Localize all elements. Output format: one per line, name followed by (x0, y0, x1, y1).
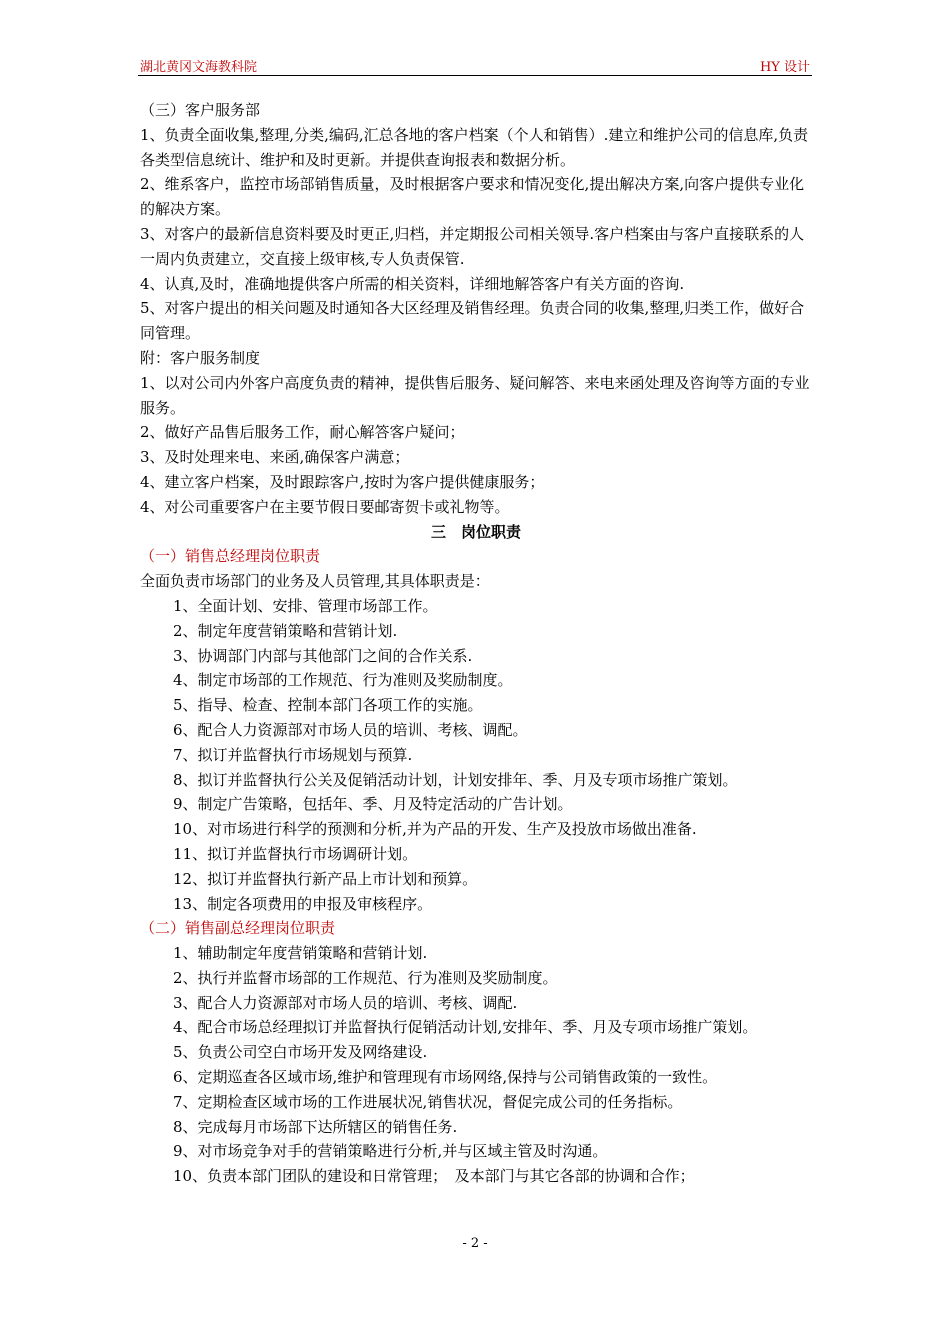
paragraph: 5、对客户提出的相关问题及时通知各大区经理及销售经理。负责合同的收集,整理,归类工作，做好合同管理。 (140, 299, 805, 343)
list-item: 6、定期巡查各区域市场,维护和管理现有市场网络,保持与公司销售政策的一致性。 (173, 1068, 718, 1087)
paragraph: 4、认真,及时，准确地提供客户所需的相关资料，详细地解答客户有关方面的咨询. (140, 274, 685, 293)
header-brand: HY 设计 (759, 60, 810, 75)
subsection-title: （一）销售总经理岗位职责 (140, 547, 321, 566)
list-item: 4、配合市场总经理拟订并监督执行促销活动计划,安排年、季、月及专项市场推广策划。 (173, 1018, 758, 1037)
list-item: 6、配合人力资源部对市场人员的培训、考核、调配。 (173, 720, 528, 739)
list-item: 5、指导、检查、控制本部门各项工作的实施。 (173, 696, 483, 715)
list-item: 1、全面计划、安排、管理市场部工作。 (173, 596, 438, 615)
list-item: 4、制定市场部的工作规范、行为准则及奖励制度。 (173, 671, 513, 690)
list-item: 10、对市场进行科学的预测和分析,并为产品的开发、生产及投放市场做出准备. (173, 820, 697, 839)
paragraph: 1、负责全面收集,整理,分类,编码,汇总各地的客户档案（个人和销售）.建立和维护公司的信息库,负责各类型信息统计、维护和及时更新。并提供查询报表和数据分析。 (140, 125, 809, 169)
list-item: 11、拟订并监督执行市场调研计划。 (173, 844, 418, 863)
header-org: 湖北黄冈文海教科院 (140, 60, 258, 75)
paragraph: 3、及时处理来电、来函,确保客户满意； (140, 448, 410, 467)
list-item: 3、配合人力资源部对市场人员的培训、考核、调配. (173, 993, 518, 1012)
section-title: （三）客户服务部 (140, 101, 261, 119)
chapter-heading: 三 岗位职责 (430, 522, 521, 541)
list-item: 9、制定广告策略，包括年、季、月及特定活动的广告计划。 (173, 795, 573, 814)
list-item: 2、执行并监督市场部的工作规范、行为准则及奖励制度。 (173, 968, 558, 987)
document-body (140, 98, 812, 1189)
paragraph: 全面负责市场部门的业务及人员管理,其具体职责是： (140, 572, 490, 591)
list-item: 3、协调部门内部与其他部门之间的合作关系. (173, 646, 473, 665)
page-header (138, 55, 812, 76)
list-item: 5、负责公司空白市场开发及网络建设. (173, 1043, 428, 1062)
paragraph: 2、维系客户，监控市场部销售质量，及时根据客户要求和情况变化,提出解决方案,向客户提供专业化的解决方案。 (140, 175, 805, 219)
list-item: 7、定期检查区域市场的工作进展状况,销售状况，督促完成公司的任务指标。 (173, 1092, 683, 1111)
list-item: 8、拟订并监督执行公关及促销活动计划，计划安排年、季、月及专项市场推广策划。 (173, 770, 738, 789)
list-item: 9、对市场竞争对手的营销策略进行分析,并与区域主管及时沟通。 (173, 1142, 608, 1161)
page-number: - 2 - (462, 1236, 488, 1251)
paragraph: 4、对公司重要客户在主要节假日要邮寄贺卡或礼物等。 (140, 497, 510, 516)
paragraph: 1、以对公司内外客户高度负责的精神，提供售后服务、疑问解答、来电来函处理及咨询等方面的专业服务。 (140, 373, 810, 417)
list-item: 2、制定年度营销策略和营销计划. (173, 621, 398, 640)
paragraph: 4、建立客户档案，及时跟踪客户,按时为客户提供健康服务； (140, 472, 545, 491)
paragraph: 2、做好产品售后服务工作，耐心解答客户疑问； (140, 423, 465, 442)
list-item: 13、制定各项费用的申报及审核程序。 (173, 894, 433, 913)
list-item: 8、完成每月市场部下达所辖区的销售任务. (173, 1117, 458, 1136)
paragraph: 3、对客户的最新信息资料要及时更正,归档，并定期报公司相关领导.客户档案由与客户直接联系的人一周内负责建立，交直接上级审核,专人负责保管. (140, 224, 805, 268)
list-item: 7、拟订并监督执行市场规划与预算. (173, 745, 413, 764)
list-item: 1、辅助制定年度营销策略和营销计划. (173, 944, 428, 963)
appendix-title: 附：客户服务制度 (140, 348, 261, 367)
list-item: 12、拟订并监督执行新产品上市计划和预算。 (173, 869, 478, 888)
list-item: 10、负责本部门团队的建设和日常管理； 及本部门与其它各部的协调和合作； (173, 1167, 695, 1186)
subsection-title: （二）销售副总经理岗位职责 (140, 919, 336, 938)
